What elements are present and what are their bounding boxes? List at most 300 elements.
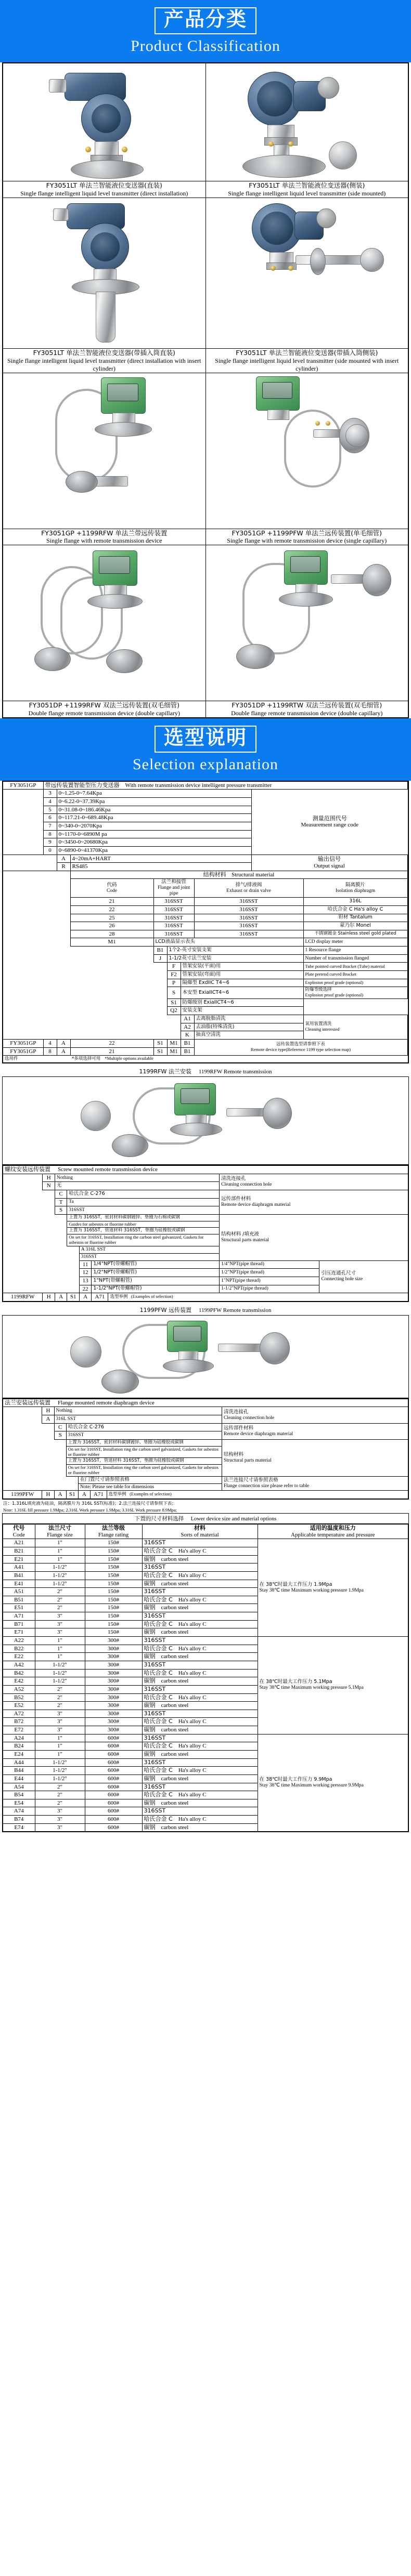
selection-table	[2, 781, 409, 1063]
product-image-cell	[206, 63, 408, 181]
diaphragm-cn: 远传部件材料	[223, 1425, 253, 1431]
example-cell: M1	[167, 1040, 181, 1048]
remote-material-label	[220, 1214, 408, 1260]
product-image-cell	[3, 63, 206, 181]
flange-material-cn: 哈氏合金 C	[144, 1816, 173, 1823]
remote-heading-row	[3, 1165, 408, 1174]
option-row	[3, 963, 408, 971]
opt-spacer	[303, 1007, 407, 1015]
example-label-en: (Examples of selection)	[130, 1491, 172, 1497]
flange-size: 1-1/2"	[35, 1767, 85, 1775]
remote-cn: Nothing	[54, 1407, 222, 1415]
remote-spacer	[3, 1446, 66, 1458]
flange-material	[142, 1580, 258, 1588]
flange-material-en: carbon steel	[155, 1751, 189, 1757]
banner-cn-title: 选型说明	[163, 726, 247, 749]
product-caption-cn: FY3051DP +1199RTW 双法兰远传装置(双毛细管)	[232, 701, 382, 709]
flange-material	[142, 1751, 258, 1759]
remote-example-cell: S1	[66, 1491, 78, 1499]
option-cn: 管架安装(平面)用	[181, 963, 303, 971]
selection-explanation-section	[2, 781, 409, 1063]
remote-heading	[3, 1165, 408, 1174]
remote-spacer	[3, 1234, 67, 1246]
remote-note-row	[3, 1439, 408, 1446]
flange-material	[142, 1710, 258, 1718]
thread-spacer	[3, 1269, 79, 1277]
flange-size-en: Flange connection size please refer to table	[223, 1483, 310, 1489]
flange-code: E24	[3, 1751, 35, 1759]
flange-rating: 300#	[85, 1718, 142, 1726]
flange-size: 3"	[35, 1612, 85, 1621]
struct-spacer	[3, 922, 70, 930]
flange-code: E41	[3, 1580, 35, 1588]
option-en: Number of transmission flanged	[303, 954, 407, 963]
struct-col-isolate	[303, 879, 407, 898]
struct-isolate: 钽材 Tantalum	[303, 914, 407, 922]
flange-rating: 300#	[85, 1669, 142, 1677]
option-row	[3, 938, 408, 947]
range-value: 0~6.22-0~37.39Kpa	[57, 798, 251, 806]
clean-hole-cn: 清洗连接孔	[223, 1409, 249, 1415]
remote-code: S	[54, 1431, 66, 1440]
remote-sub-row	[3, 1407, 408, 1415]
struct-col-flange-en: Flange and joint pipe	[158, 885, 190, 897]
struct-isolate: 316L	[303, 898, 407, 906]
product-caption	[206, 349, 408, 373]
banner-en-title: Selection explanation	[132, 755, 279, 773]
table-row	[3, 1637, 408, 1645]
flange-size: 1"	[35, 1645, 85, 1653]
product-caption-en: Single flange intelligent liquid level transmitter (side mounted)	[228, 190, 386, 198]
remote-note-row	[3, 1214, 408, 1221]
flange-code: B44	[3, 1767, 35, 1775]
flange-rating: 600#	[85, 1791, 142, 1799]
example-cell: 21	[70, 1047, 153, 1056]
flange-rating: 150#	[85, 1620, 142, 1628]
flange-material	[142, 1775, 258, 1783]
diaphragm-cn: 远传部件材料	[221, 1196, 251, 1202]
flange-size: 2"	[35, 1799, 85, 1807]
product-caption	[3, 349, 206, 373]
flange-material	[142, 1661, 258, 1669]
flange-material	[142, 1685, 258, 1693]
flange-material	[142, 1816, 258, 1824]
remote-cn: Nothing	[55, 1174, 219, 1182]
material-label-en: Structural parts material	[223, 1457, 272, 1463]
remote-sub-row	[3, 1174, 408, 1182]
product-image-cell	[206, 373, 408, 529]
product-caption-cn: FY3051LT 单法兰智能液位变送器(带插入筒直装)	[33, 349, 175, 357]
range-label-cn: 测量范围代号	[312, 814, 347, 822]
thread-en: 1/4"NPT(pipe thread)	[220, 1260, 319, 1269]
opt-note	[3, 1056, 70, 1063]
thread-cn: 1-1/2"NPT(带螺帽管)	[92, 1285, 220, 1293]
flange-material-cn: 哈氏合金 C	[144, 1547, 173, 1554]
note-spacer	[194, 1056, 407, 1063]
range-spacer	[3, 790, 43, 855]
flange-size-label	[222, 1476, 408, 1491]
option-cn: 防爆级别 ExiaIICT4~6	[181, 998, 303, 1007]
product-caption-row	[3, 181, 408, 198]
flange-rating: 600#	[85, 1799, 142, 1807]
opt-spacer	[3, 971, 167, 979]
flange-material-cn: 碳钢	[144, 1555, 156, 1562]
flange-material-cn: 碳钢	[144, 1628, 156, 1636]
flange-material-en: Ha's alloy C	[172, 1816, 207, 1823]
remote-heading-cn: 螺纹安装远传装置	[5, 1166, 50, 1173]
remote-example-cell: 1199PFW	[3, 1491, 42, 1499]
flange-material-cn: 316SST	[144, 1807, 166, 1815]
structural-row	[3, 905, 408, 914]
output-label	[251, 855, 407, 871]
flange-code: A54	[3, 1783, 35, 1791]
device-illustration-gp-rfw	[3, 373, 206, 529]
product-image-cell	[3, 373, 206, 529]
flange-col-size	[35, 1524, 85, 1539]
range-value: 0~6890-0~41370Kpa	[57, 846, 251, 855]
product-caption	[3, 529, 206, 545]
range-value: 0~1.25-0~7.64Kpa	[57, 790, 251, 798]
flange-col-applicable	[258, 1524, 408, 1539]
flange-material	[142, 1547, 258, 1555]
flange-size: 1-1/2"	[35, 1758, 85, 1767]
option-cn: 1个2-英寸安装支架	[167, 947, 303, 955]
remote-spacer	[43, 1206, 55, 1215]
product-caption	[206, 181, 408, 198]
example-cell: A	[57, 1047, 70, 1056]
remote-diaphragm-label	[220, 1190, 408, 1214]
struct-code: 28	[70, 930, 153, 938]
remote-spacer	[3, 1221, 67, 1228]
flange-material-cn: 316SST	[144, 1710, 166, 1717]
struct-drain: 316SST	[194, 914, 303, 922]
option-code: F2	[167, 971, 181, 979]
remote-note: Guides for asbestos or fluorine rubber	[67, 1221, 220, 1228]
remote-spacer	[3, 1476, 78, 1483]
flange-rating: 150#	[85, 1612, 142, 1621]
remote-note: 上置为 316SST，密封材料碳钢镀锌、垫圈为硅橡胶或碳钢	[66, 1439, 222, 1446]
product-caption-row	[3, 529, 408, 545]
flange-size-cn: 法兰连接尺寸请参照表格	[223, 1477, 278, 1483]
flange-code: B21	[3, 1547, 35, 1555]
struct-drain: 316SST	[194, 922, 303, 930]
option-code: P	[167, 979, 181, 987]
flange-size: 1"	[35, 1742, 85, 1751]
example-label-cn: 选型举例	[110, 1294, 128, 1300]
col-rating-cn: 法兰等级	[102, 1524, 125, 1532]
flange-material	[142, 1799, 258, 1807]
remote-spacer	[3, 1246, 79, 1253]
struct-spacer	[3, 879, 70, 898]
col-applicable-en: Applicable temperature and pressure	[290, 1531, 375, 1538]
option-code: S1	[167, 998, 181, 1007]
thread-en: 1"NPT(pipe thread)	[220, 1277, 319, 1285]
remote-example-cell: A	[55, 1293, 67, 1302]
remote-spacer	[3, 1483, 78, 1491]
device-illustration-lt-side	[206, 63, 408, 181]
flange-code: A44	[3, 1758, 35, 1767]
multi-note-en: *Multiple options available	[105, 1056, 153, 1061]
structural-cols-row	[3, 879, 408, 898]
flange-material-cn: 316SST	[144, 1734, 166, 1741]
struct-spacer	[3, 905, 70, 914]
option-en: Plate pretend curved Bracket	[303, 971, 407, 979]
flange-size: 3"	[35, 1718, 85, 1726]
banner-cn-title: 产品分类	[163, 8, 247, 31]
col-code-cn: 代号	[13, 1524, 25, 1532]
struct-isolate: 蒙乃尔 Monel	[303, 922, 407, 930]
option-en: LCD display meter	[303, 938, 407, 947]
remote-code: S	[55, 1206, 67, 1215]
diaphragm-en: Remote device diaphragm material	[223, 1431, 293, 1437]
flange-rating: 300#	[85, 1726, 142, 1734]
opt-spacer	[3, 998, 167, 1007]
remote-cn: Ta	[67, 1198, 220, 1206]
flange-material-en: carbon steel	[155, 1629, 189, 1636]
remote-example-cell: A	[79, 1293, 92, 1302]
flange-material-cn: 哈氏合金 C	[144, 1742, 173, 1750]
flange-material	[142, 1628, 258, 1637]
opt-spacer	[303, 998, 407, 1007]
flange-material	[142, 1620, 258, 1628]
footnote-en: Note: 1.316L fill pressure 1.9Mpa; 2.316L Work pressure 1.9Mpa; 3.316L Work pressure 8.9Mpa;	[3, 1507, 177, 1513]
flange-code: B52	[3, 1693, 35, 1702]
range-code: 5	[43, 806, 57, 814]
opt-spacer	[3, 979, 167, 987]
product-caption	[206, 529, 408, 545]
struct-drain: 316SST	[194, 898, 303, 906]
flange-material-en: Ha's alloy C	[172, 1694, 207, 1701]
option-code: B1	[153, 947, 167, 955]
flange-size: 3"	[35, 1628, 85, 1637]
col-rating-en: Flange rating	[98, 1531, 129, 1538]
product-caption-row	[3, 701, 408, 718]
remote-example-cell: A	[54, 1491, 66, 1499]
struct-col-isolate-en: Isolation diaphragm	[335, 888, 376, 893]
flange-size: 3"	[35, 1710, 85, 1718]
remote-spacer	[3, 1214, 67, 1221]
remote-title-en: 1199PFW Remote transmission	[198, 1307, 272, 1313]
range-code: 0	[43, 846, 57, 855]
struct-code: 22	[70, 905, 153, 914]
opt-note-cn: 选用件	[5, 1056, 18, 1061]
thread-code: 12	[79, 1269, 92, 1277]
flange-material-cn: 316SST	[144, 1539, 166, 1546]
remote-example-label	[108, 1293, 408, 1302]
flange-code: E74	[3, 1823, 35, 1832]
flange-size: 2"	[35, 1783, 85, 1791]
example-label-en: (Examples of selection)	[131, 1294, 173, 1299]
remote-spacer	[3, 1458, 66, 1465]
pressure-note-cn: 在 38℃时最大工作压力 5.1Mpa	[259, 1679, 332, 1685]
product-image-cell	[206, 545, 408, 701]
remote-note: A 316L SST	[79, 1246, 219, 1253]
flange-code: E54	[3, 1799, 35, 1807]
clean-label-en: Cleaning interested	[305, 1027, 340, 1032]
avail-note-en: Remote device type(Reference 1199 type selection map)	[250, 1047, 351, 1053]
option-en: Tube pointed curved Bracket (Tube) material	[303, 963, 407, 971]
option-code: A2	[181, 1023, 194, 1031]
remote-section-2-title	[2, 1304, 409, 1315]
output-spacer	[3, 855, 57, 871]
flange-material-en: carbon steel	[155, 1653, 189, 1660]
product-grid	[2, 62, 409, 718]
remote-cn: 无	[55, 1182, 219, 1190]
opt-spacer	[3, 938, 70, 947]
hole-size-cn: 引压连通孔尺寸	[321, 1270, 356, 1277]
flange-material	[142, 1791, 258, 1799]
flange-material-en: Ha's alloy C	[172, 1621, 207, 1627]
remote-spacer	[3, 1407, 42, 1440]
remote-device-illustration-band-1	[2, 1076, 409, 1165]
example-note-row	[3, 1056, 408, 1063]
table-row	[3, 1734, 408, 1742]
flange-material-en: carbon steel	[155, 1678, 189, 1685]
flange-col-material	[142, 1524, 258, 1539]
banner-cn-box	[155, 726, 256, 753]
opt-spacer	[3, 1031, 181, 1040]
flange-material-cn: 哈氏合金 C	[144, 1767, 173, 1774]
flange-code: B22	[3, 1645, 35, 1653]
flange-table-wrap	[2, 1523, 409, 1832]
range-value: 0~340-0~2070Kpa	[57, 822, 251, 830]
output-label-en: Output signal	[314, 862, 345, 869]
device-illustration-lt-insert-direct	[3, 198, 206, 348]
remote-note: 上置为 316SST，密封材料碳钢镀锌、垫圈为石棉或碳钢	[67, 1214, 220, 1221]
struct-isolate: 哈氏合金 C Ha's alloy C	[303, 905, 407, 914]
flange-size: 1"	[35, 1637, 85, 1645]
flange-material-cn: 哈氏合金 C	[144, 1791, 173, 1798]
struct-col-drain-en: Exhaust or drain valve	[226, 888, 271, 893]
thread-cn: 1/4"NPT(带螺帽管)	[92, 1260, 220, 1269]
structural-header	[70, 871, 407, 879]
flange-rating: 150#	[85, 1604, 142, 1612]
thread-code: 13	[79, 1277, 92, 1285]
option-code: A1	[181, 1015, 194, 1023]
remote-device-illustration-2	[3, 1316, 408, 1398]
flange-rating: 300#	[85, 1637, 142, 1645]
struct-isolate: 不锈钢镀金 Stainless steel gold plated	[303, 930, 407, 938]
flange-material	[142, 1767, 258, 1775]
example-cell: M1	[167, 1047, 181, 1056]
product-row	[3, 63, 408, 181]
example-cell: B1	[181, 1040, 194, 1048]
struct-col-flange	[153, 879, 194, 898]
option-row	[3, 998, 408, 1007]
flange-size: 2"	[35, 1588, 85, 1596]
flange-material	[142, 1563, 258, 1572]
flange-material	[142, 1539, 258, 1547]
thread-spacer	[3, 1260, 79, 1269]
flange-code: A52	[3, 1685, 35, 1693]
flange-material-en: Ha's alloy C	[172, 1596, 207, 1603]
flange-rating: 600#	[85, 1751, 142, 1759]
selection-model-row	[3, 781, 408, 790]
flange-material-en: carbon steel	[155, 1580, 189, 1587]
col-material-cn: 材料	[194, 1524, 206, 1532]
option-code: S	[167, 987, 181, 999]
remote-example-label	[107, 1491, 408, 1499]
pressure-note	[258, 1637, 408, 1734]
flange-code: E42	[3, 1677, 35, 1686]
remote-example-cell: H	[42, 1491, 54, 1499]
flange-code: E52	[3, 1702, 35, 1710]
clean-hole-en: Cleaning connection hole	[221, 1181, 272, 1187]
product-caption-cn: FY3051LT 单法兰智能液位变送器(带插入筒侧装)	[236, 349, 378, 357]
flange-material	[142, 1637, 258, 1645]
table-row	[3, 1539, 408, 1547]
flange-rating: 300#	[85, 1653, 142, 1661]
remote-sub-row	[3, 1423, 408, 1431]
flange-code: A51	[3, 1588, 35, 1596]
structural-header-row	[3, 871, 408, 879]
thread-row	[3, 1260, 408, 1269]
flange-material-cn: 哈氏合金 C	[144, 1620, 173, 1627]
flange-header-row	[3, 1524, 408, 1539]
flange-material	[142, 1555, 258, 1563]
structural-row	[3, 922, 408, 930]
structural-header-cn: 结构材料	[203, 871, 226, 878]
flange-material-cn: 碳钢	[144, 1751, 156, 1757]
flange-rating: 150#	[85, 1547, 142, 1555]
material-label-en: Structural parts material	[221, 1237, 269, 1243]
remote-spacer	[42, 1423, 54, 1431]
remote-spacer	[42, 1431, 54, 1440]
flange-material-en: carbon steel	[155, 1799, 189, 1806]
flange-material-cn: 316SST	[144, 1588, 166, 1595]
struct-col-code	[70, 879, 153, 898]
opt-spacer	[3, 947, 153, 955]
remote-note: Note: Please see table for dimensions	[78, 1483, 222, 1491]
flange-rating: 600#	[85, 1816, 142, 1824]
flange-material-en: carbon steel	[155, 1702, 189, 1709]
remote-table-1	[2, 1165, 409, 1302]
flange-material	[142, 1823, 258, 1832]
remote-diaphragm-label	[222, 1423, 408, 1439]
output-code: R	[57, 863, 70, 871]
remote-section-1-table-wrap	[2, 1165, 409, 1302]
product-row	[3, 373, 408, 529]
remote-heading-en: Flange mounted remote diaphragm device	[58, 1399, 155, 1406]
flange-rating: 300#	[85, 1661, 142, 1669]
example-row	[3, 1040, 408, 1048]
flange-material	[142, 1718, 258, 1726]
flange-material-en: Ha's alloy C	[172, 1670, 207, 1676]
multi-note-cn: *多项选择可用	[72, 1056, 101, 1062]
example-cell: 22	[70, 1040, 153, 1048]
col-code-en: Code	[12, 1531, 25, 1538]
option-cn: 安装支架	[181, 1007, 303, 1015]
flange-code: B42	[3, 1669, 35, 1677]
flange-material-en: carbon steel	[155, 1775, 189, 1782]
flange-rating: 300#	[85, 1677, 142, 1686]
pressure-note	[258, 1539, 408, 1637]
flange-material	[142, 1645, 258, 1653]
flange-code: E21	[3, 1555, 35, 1563]
struct-code: 25	[70, 914, 153, 922]
remote-title-cn: 1199RFW 法兰安装	[139, 1068, 191, 1075]
remote-code: T	[55, 1198, 67, 1206]
flange-rating: 150#	[85, 1555, 142, 1563]
range-code: 4	[43, 798, 57, 806]
struct-flange: 316SST	[153, 922, 194, 930]
flange-code: B41	[3, 1571, 35, 1580]
remote-cn: 316L SST	[54, 1415, 222, 1424]
remote-title-cn: 1199PFW 远传装置	[139, 1306, 191, 1313]
flange-code: E51	[3, 1604, 35, 1612]
struct-drain: 316SST	[194, 930, 303, 938]
option-code: Q2	[167, 1007, 181, 1015]
